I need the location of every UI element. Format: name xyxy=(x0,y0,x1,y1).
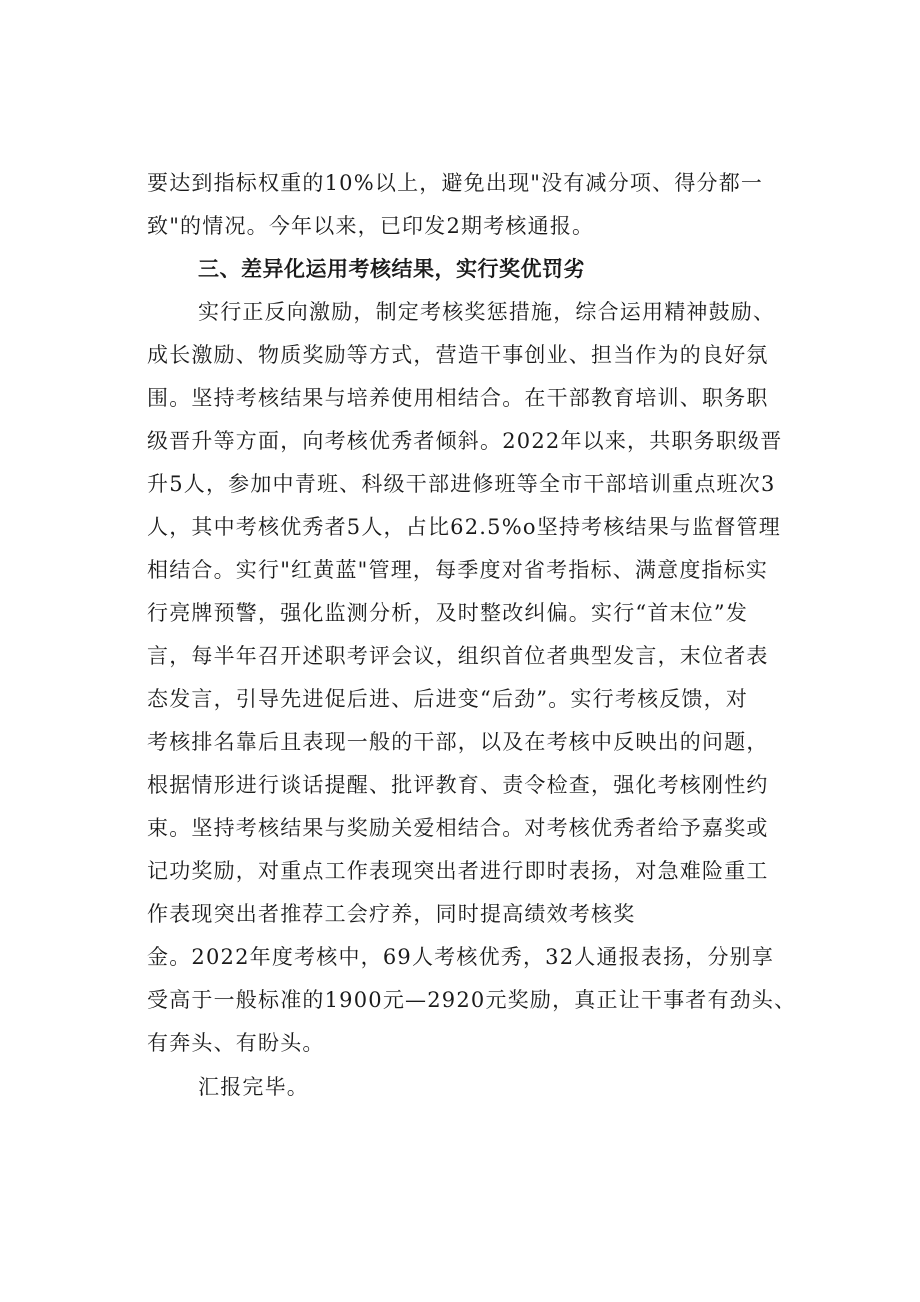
closing-line: 汇报完毕。 xyxy=(198,1075,309,1099)
paragraph-line: 升5人，参加中青班、科级干部进修班等全市干部培训重点班次3 xyxy=(147,472,776,496)
paragraph-line: 作表现突出者推荐工会疗养，同时提高绩效考核奖 xyxy=(147,902,636,926)
paragraph-line: 考核排名靠后且表现一般的干部，以及在考核中反映出的问题， xyxy=(147,730,769,754)
paragraph-line: 金。2022年度考核中，69人考核优秀，32人通报表扬，分别享 xyxy=(147,945,775,969)
paragraph-line: 有奔头、有盼头。 xyxy=(147,1031,325,1055)
paragraph-line: 根据情形进行谈话提醒、批评教育、责令检查，强化考核刚性约 xyxy=(147,773,769,797)
paragraph-line: 行亮牌预警，强化监测分析，及时整改纠偏。实行“首末位”发 xyxy=(147,601,749,625)
paragraph-line: 束。坚持考核结果与奖励关爱相结合。对考核优秀者给予嘉奖或 xyxy=(147,816,769,840)
paragraph-line: 记功奖励，对重点工作表现突出者进行即时表扬，对急难险重工 xyxy=(147,859,769,883)
paragraph-line: 相结合。实行"红黄蓝"管理，每季度对省考指标、满意度指标实 xyxy=(147,558,769,582)
paragraph-line: 人，其中考核优秀者5人，占比62.5%o坚持考核结果与监督管理 xyxy=(147,515,781,539)
paragraph-line: 实行正反向激励，制定考核奖惩措施，综合运用精神鼓励、 xyxy=(198,300,776,324)
body-text-line: 致"的情况。今年以来，已印发2期考核通报。 xyxy=(147,214,595,238)
paragraph-line: 态发言，引导先进促后进、后进变“后劲”。实行考核反馈，对 xyxy=(147,687,749,711)
paragraph-line: 围。坚持考核结果与培养使用相结合。在干部教育培训、职务职 xyxy=(147,386,769,410)
paragraph-line: 受高于一般标准的1900元—2920元奖励，真正让干事者有劲头、 xyxy=(147,988,797,1012)
body-text-line: 要达到指标权重的10%以上，避免出现"没有减分项、得分都一 xyxy=(147,171,764,195)
paragraph-line: 成长激励、物质奖励等方式，营造干事创业、担当作为的良好氛 xyxy=(147,343,769,367)
paragraph-line: 言，每半年召开述职考评会议，组织首位者典型发言，末位者表 xyxy=(147,644,769,668)
section-heading: 三、差异化运用考核结果，实行奖优罚劣 xyxy=(198,257,585,281)
paragraph-line: 级晋升等方面，向考核优秀者倾斜。2022年以来，共职务职级晋 xyxy=(147,429,783,453)
